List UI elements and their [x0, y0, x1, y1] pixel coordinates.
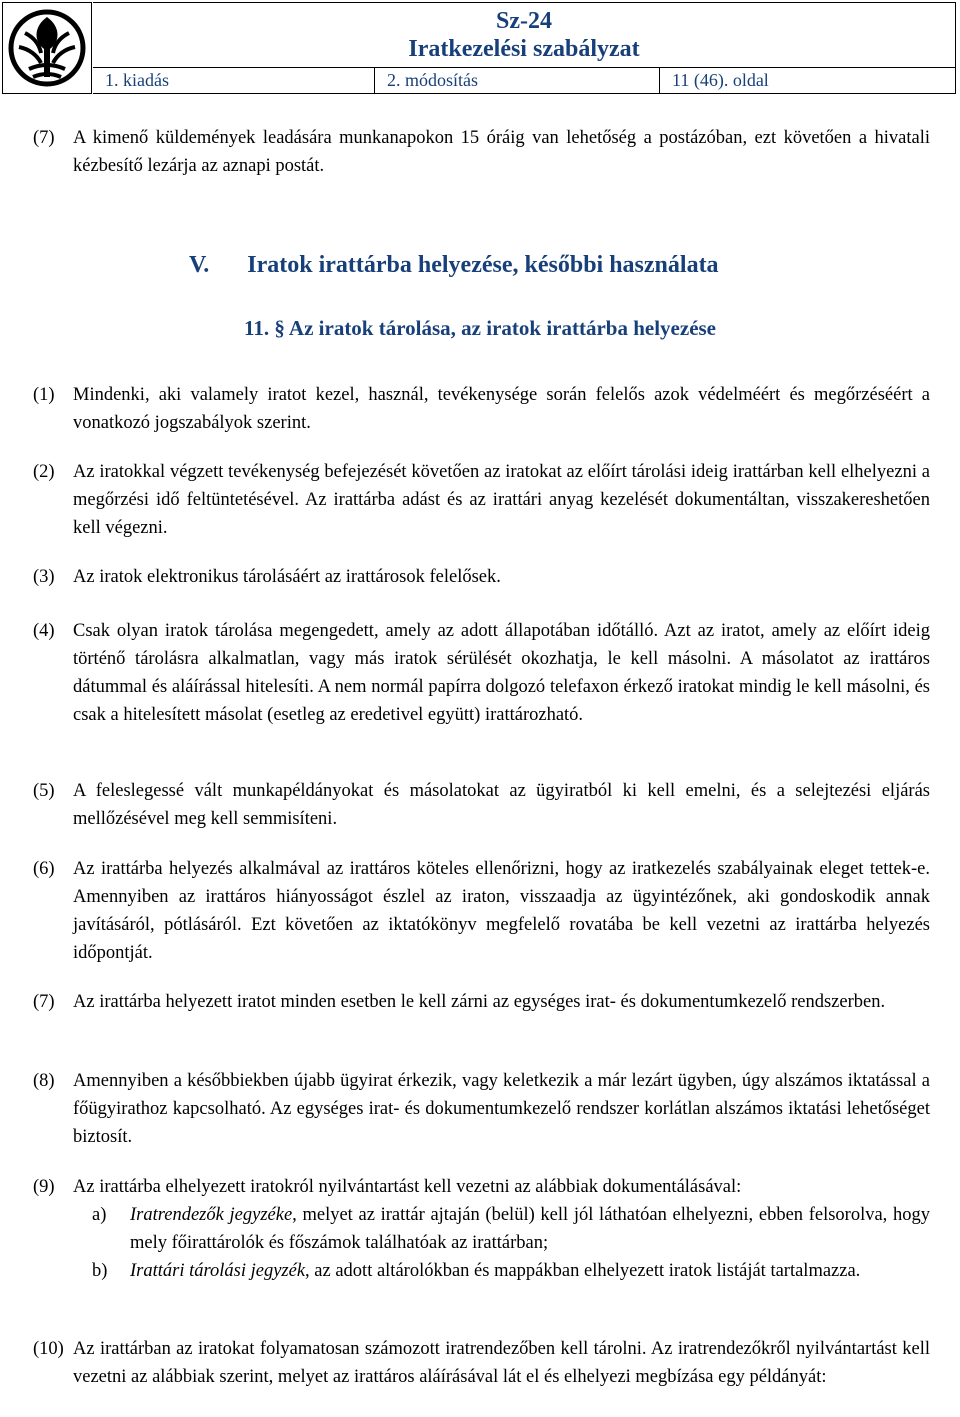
paragraph-number: (4) — [33, 621, 55, 641]
paragraph-text: Az irattárba elhelyezett iratokról nyilvántartást kell vezetni az alábbiak dokumentálásával: — [73, 1177, 742, 1197]
paragraph-number: (6) — [33, 859, 55, 879]
logo-box — [2, 2, 92, 94]
section-number: 11. § — [243, 316, 285, 340]
paragraph-text: Az irattárban az iratokat folyamatosan számozott iratrendezőben kell tárolni. Az iratrendezőkről nyilvántartást kell vezetni az alábbiak szerint, melyet az irattáros aláírásával lát el és elhelyezi megbízása egy példányát: — [73, 1339, 930, 1387]
page-number-cell: 11 (46). oldal — [660, 67, 956, 94]
chapter-heading — [189, 252, 719, 279]
paragraph-number: (8) — [33, 1071, 55, 1091]
paragraph-text: Amennyiben a későbbiekben újabb ügyirat érkezik, vagy keletkezik a már lezárt ügyben, úgy alszámos iktatással a főügyirathoz kapcsolható. Az egységes irat- és dokumentumkezelő rendszer korlátlan alszámos iktatási lehetőséget biztosít. — [73, 1071, 930, 1147]
paragraph-text: Az irattárba helyezés alkalmával az irattáros köteles ellenőrizni, hogy az iratkezelés szabályainak eleget tettek-e. Amennyiben az irattáros hiányosságot észlel az iraton, visszaadja az ügyintézőnek, aki gondoskodik annak javításáról, pótlásáról. Ezt követően az iktatókönyv megfelelő rovatába be kell vezetni az irattárba helyezés időpontját. — [73, 859, 930, 963]
section-title: Az iratok tárolása, az iratok irattárba helyezése — [288, 316, 717, 340]
section-heading — [0, 316, 960, 341]
intro-number: (7) — [33, 128, 55, 148]
subitem-term: Iratrendezők jegyzéke, — [130, 1205, 297, 1225]
intro-text: A kimenő küldemények leadására munkanapokon 15 óráig van lehetőség a postázóban, ezt követően a hivatali kézbesítő lezárja az aznapi postát. — [73, 128, 930, 176]
subitem-body: melyet az irattár ajtaján (belül) kell jól láthatóan elhelyezni, ebben felsorolva, hogy mely főirattárolók és főszámok találhatóak az irattárban; — [130, 1205, 930, 1253]
chapter-roman: V. — [189, 252, 210, 278]
paragraph-text: Csak olyan iratok tárolása megengedett, amely az adott állapotában időtálló. Azt az iratot, amely az előírt ideig történő tárolásra alkalmatlan, vagy más iratok sérülését okozhatja, le kell másolni. A másolatot az irattáros dátummal és aláírással hitelesíti. A nem normál papírra dolgozó telefaxon érkező iratokat mindig le kell másolni, és csak a hitelesített másolat (esetleg az eredetivel együtt) irattározható. — [73, 621, 930, 725]
subitem-term: Irattári tárolási jegyzék — [130, 1261, 306, 1281]
paragraph-text: Mindenki, aki valamely iratot kezel, használ, tevékenysége során felelős azok védelméért és megőrzéséért a vonatkozó jogszabályok szerint. — [73, 385, 930, 433]
document-code: Sz-24 — [496, 8, 552, 34]
document-title: Iratkezelési szabályzat — [408, 36, 640, 62]
subitem-text — [130, 1257, 930, 1285]
subitem-label: a) — [92, 1205, 107, 1225]
paragraph-number: (1) — [33, 385, 55, 405]
paragraph-text: Az iratokkal végzett tevékenység befejezését követően az iratokat az előírt tárolási ideig irattárban kell elhelyezni a megőrzési idő feltüntetésével. Az irattárba adást és az irattári anyag kezelését dokumentáltan, visszakereshetően kell végezni. — [73, 462, 930, 538]
paragraph-number: (7) — [33, 992, 55, 1012]
paragraph-number: (2) — [33, 462, 55, 482]
paragraph-text: A feleslegessé vált munkapéldányokat és másolatokat az ügyiratból ki kell emelni, és a selejtezési eljárás mellőzésével meg kell semmisíteni. — [73, 781, 930, 829]
institution-emblem-icon — [3, 3, 91, 93]
document-header — [0, 0, 960, 95]
modification-cell: 2. módosítás — [375, 67, 660, 94]
paragraph-number: (3) — [33, 567, 55, 587]
subitem-body: , az adott altárolókban és mappákban elhelyezett iratok listáját tartalmazza. — [305, 1261, 861, 1281]
paragraph-text: Az iratok elektronikus tárolásáért az irattárosok felelősek. — [73, 567, 501, 587]
paragraph-number: (5) — [33, 781, 55, 801]
edition-cell: 1. kiadás — [93, 67, 375, 94]
paragraph-number: (9) — [33, 1177, 55, 1197]
subitem-label: b) — [92, 1261, 108, 1281]
paragraph-text: Az irattárba helyezett iratot minden esetben le kell zárni az egységes irat- és dokumentumkezelő rendszerben. — [73, 992, 886, 1012]
subitem-text — [130, 1201, 930, 1257]
paragraph-number: (10) — [33, 1339, 64, 1359]
chapter-title: Iratok irattárba helyezése, későbbi használata — [247, 252, 719, 278]
header-info-row — [93, 67, 956, 94]
header-title-box — [93, 2, 956, 68]
